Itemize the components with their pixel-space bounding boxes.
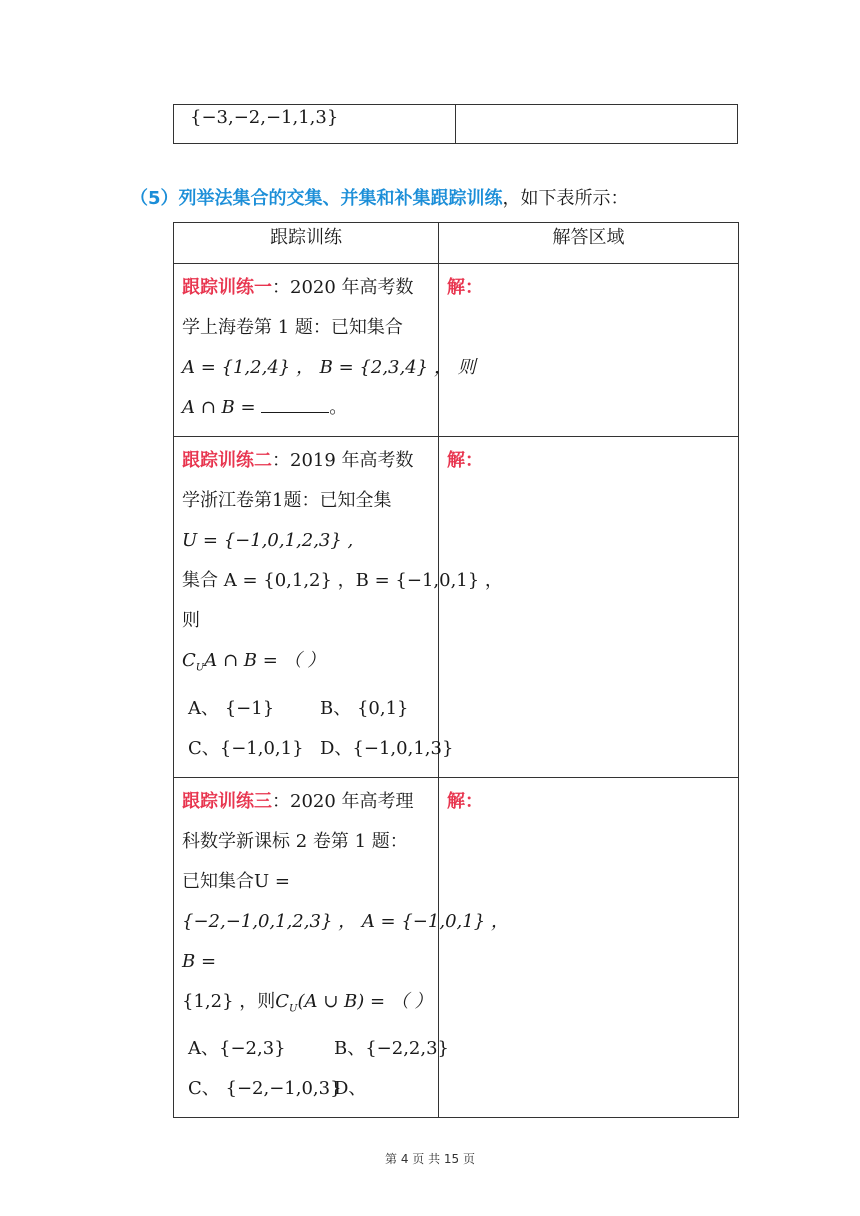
answer-label: 解：: [447, 450, 483, 471]
answer-cell[interactable]: [439, 264, 739, 437]
training-label: 跟踪训练一: [182, 277, 272, 298]
answer-cell[interactable]: [439, 437, 739, 778]
option-d: D、{−1,0,1,3}: [320, 737, 454, 759]
option-c: C、 {−2,−1,0,3}: [188, 1078, 342, 1100]
previous-table-fragment: [173, 104, 738, 144]
table-row: [174, 437, 739, 778]
fill-in-blank[interactable]: [261, 392, 329, 413]
answer-cell[interactable]: [439, 777, 739, 1118]
option-c: C、{−1,0,1}: [188, 737, 304, 759]
training-label: 跟踪训练二: [182, 450, 272, 471]
previous-table-right-cell: [456, 105, 738, 144]
option-b: B、{−2,2,3}: [334, 1038, 450, 1060]
option-a: A、 {−1}: [188, 697, 275, 719]
question-cell: 跟踪训练三：2020 年高考理 科数学新课标 2 卷第 1 题： 已知集合U = {−2,−1,0,1,2,3} ， A = {−1,0,1} ， B = {1,2} ，则$C_U(A$ ∪ B) = （ ） A、{−2,3} B、{−2,2,3} C、 {−2,−1,0,3}D、: [174, 777, 439, 1118]
question-cell: 跟踪训练二：2019 年高考数 学浙江卷第1题：已知全集 U = {−1,0,1,2,3} , 集合 A = {0,1,2} ，B = {−1,0,1} ， 则 $C_UA$ ∩ B = （ ） A、 {−1} B、 {0,1} C、{−1,0,1} D、{−1,0,1,3}: [174, 437, 439, 778]
question-cell: 跟踪训练一：2020 年高考数 学上海卷第 1 题：已知集合 A = {1,2,4} ， B = {2,3,4} ， 则 A ∩ B = 。: [174, 264, 439, 437]
option-d: D、: [334, 1078, 367, 1100]
page-footer: 第 4 页 共 15 页: [385, 1152, 475, 1166]
training-label: 跟踪训练三: [182, 790, 272, 812]
training-table: [173, 222, 739, 1118]
header-answer-area: 解答区域: [439, 223, 739, 264]
section-heading: [130, 184, 629, 210]
section-heading-title: （5）列举法集合的交集、并集和补集跟踪训练: [130, 188, 503, 209]
header-training: 跟踪训练: [174, 223, 439, 264]
option-b: B、 {0,1}: [320, 697, 409, 719]
table-row: [174, 264, 739, 437]
option-a: A、{−2,3}: [188, 1038, 286, 1060]
previous-table-left-cell: {−3,−2,−1,1,3}: [174, 105, 456, 144]
answer-label: 解：: [447, 277, 483, 298]
table-row: [174, 777, 739, 1118]
section-heading-suffix: ，如下表所示：: [502, 188, 629, 209]
answer-label: 解：: [447, 790, 483, 812]
